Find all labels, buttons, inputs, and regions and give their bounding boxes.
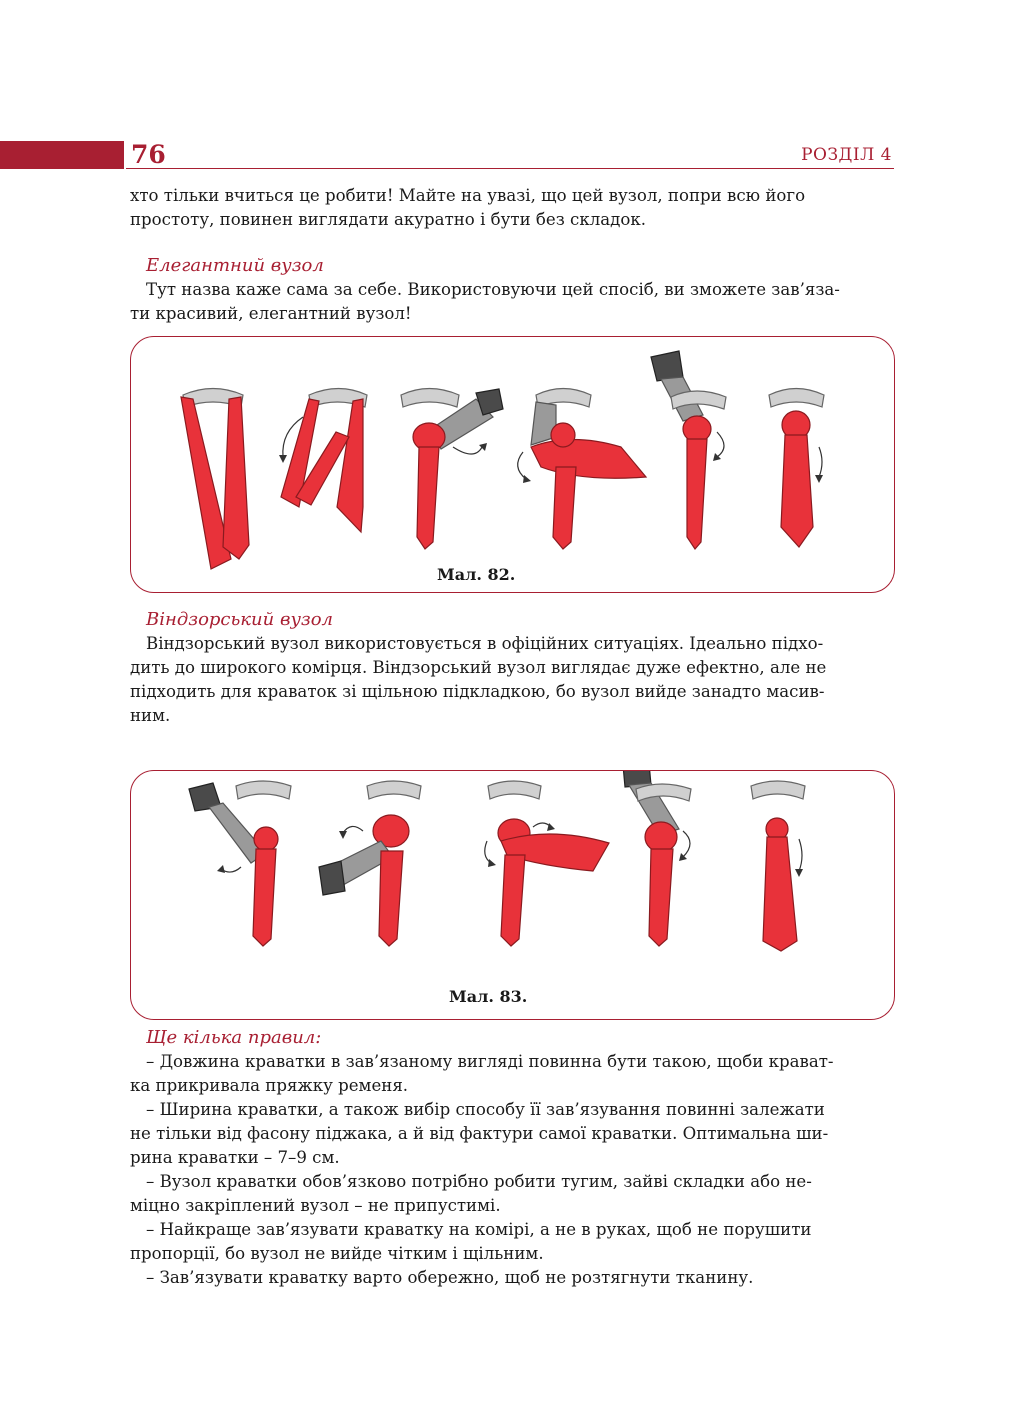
tie-step-1 [181,389,249,570]
text-line: – Зав’язувати краватку варто обережно, щоб не розтягнути тканину. [146,1268,754,1287]
tie-step-3 [401,389,503,550]
text-line: ка прикривала пряжку ременя. [130,1076,409,1095]
figure-83-illustration [131,771,894,1019]
tie-step-4 [623,771,691,946]
text-line: не тільки від фасону піджака, а й від фактури самої краватки. Оптимальна ши- [130,1124,829,1143]
text-line: дить до широкого комірця. Віндзорський вузол виглядає дуже ефектно, але не [130,658,827,677]
tie-step-5 [651,351,726,549]
figure-83-box [130,770,895,1020]
figure-83-caption: Мал. 83. [449,987,528,1006]
tie-step-2 [279,389,367,533]
text-line: – Ширина краватки, а також вибір способу її зав’язування повинні залежати [146,1100,825,1119]
text-line: Віндзорський вузол використовується в офіційних ситуаціях. Ідеально підхо- [146,634,824,653]
tie-step-6 [769,389,824,548]
figure-82-illustration [131,337,894,592]
elegant-heading: Елегантний вузол [146,255,324,276]
figure-82-box [130,336,895,593]
text-line: – Вузол краватки обов’язково потрібно робити тугим, зайві складки або не- [146,1172,812,1191]
tie-step-1 [189,781,291,946]
text-line: рина краватки – 7–9 см. [130,1148,340,1167]
figure-82-caption: Мал. 82. [437,565,516,584]
header-rule [126,168,894,169]
tie-step-5 [751,781,805,951]
section-title: РОЗДІЛ 4 [801,145,892,165]
text-line: ним. [130,706,171,725]
text-line: пропорції, бо вузол не вийде чітким і щільним. [130,1244,544,1263]
windsor-paragraph [130,632,893,728]
elegant-paragraph [130,278,893,326]
rules-list [130,1050,893,1290]
windsor-heading: Віндзорський вузол [146,609,333,630]
header-accent-bar [0,141,124,169]
tie-step-4 [518,389,646,550]
tie-step-2 [319,781,421,946]
text-line: міцно закріплений вузол – не припустимі. [130,1196,501,1215]
text-line: ти красивий, елегантний вузол! [130,304,412,323]
tie-step-3 [485,781,609,946]
text-line: Тут назва каже сама за себе. Використовуючи цей спосіб, ви зможете зав’яза- [146,280,840,299]
intro-paragraph [130,184,893,232]
text-line: простоту, повинен виглядати акуратно і бути без складок. [130,210,647,229]
text-line: підходить для краваток зі щільною підкладкою, бо вузол вийде занадто масив- [130,682,825,701]
page-number: 76 [131,140,166,169]
rules-heading: Ще кілька правил: [146,1027,322,1048]
text-line: хто тільки вчиться це робити! Майте на увазі, що цей вузол, попри всю його [130,186,806,205]
text-line: – Найкраще зав’язувати краватку на комірі, а не в руках, щоб не порушити [146,1220,812,1239]
text-line: – Довжина краватки в зав’язаному вигляді повинна бути такою, щоби крават- [146,1052,834,1071]
